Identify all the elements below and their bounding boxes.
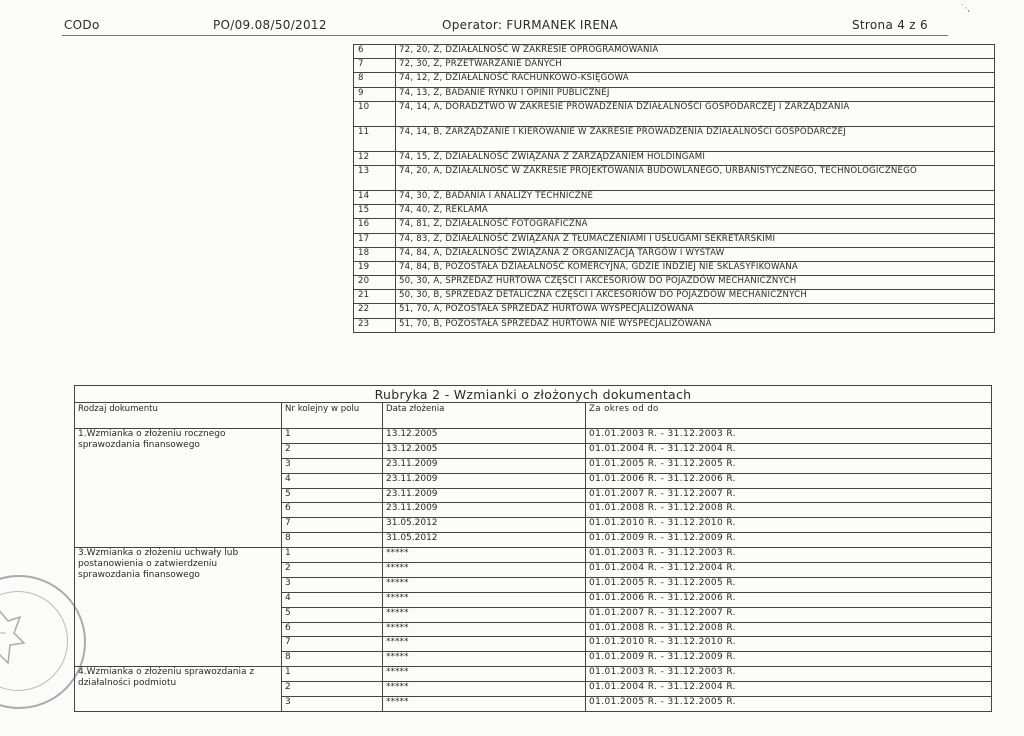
pkd-row-activity: 74, 30, Z, BADANIA I ANALIZY TECHNICZNE: [396, 190, 995, 204]
document-entry-number: 6: [282, 622, 383, 637]
column-header-date: Data złożenia: [383, 403, 586, 429]
reporting-period: 01.01.2004 R. - 31.12.2004 R.: [586, 443, 992, 458]
pkd-row-activity: 50, 30, A, SPRZEDAŻ HURTOWA CZĘŚCI I AKCESORIÓW DO POJAZDÓW MECHANICZNYCH: [396, 276, 995, 290]
pkd-row-activity: 74, 84, A, DZIAŁALNOŚĆ ZWIĄZANA Z ORGANIZACJĄ TARGÓW I WYSTAW: [396, 247, 995, 261]
pkd-row-number: 6: [354, 45, 396, 59]
pkd-activity-table: [353, 44, 995, 333]
case-signature: PO/09.08/50/2012: [213, 18, 327, 32]
reporting-period: 01.01.2008 R. - 31.12.2008 R.: [586, 503, 992, 518]
pkd-row: [354, 247, 995, 261]
pkd-row-activity: 72, 20, Z, DZIAŁALNOŚĆ W ZAKRESIE OPROGRAMOWANIA: [396, 45, 995, 59]
column-header-period: Za okres od do: [586, 403, 992, 429]
pkd-row-activity: 74, 40, Z, REKLAMA: [396, 205, 995, 219]
document-entry-number: 8: [282, 533, 383, 548]
pkd-row-activity: 74, 83, Z, DZIAŁALNOŚĆ ZWIĄZANA Z TŁUMACZENIAMI I USŁUGAMI SEKRETARSKIMI: [396, 233, 995, 247]
filing-date: *****: [383, 682, 586, 697]
pkd-row-number: 15: [354, 205, 396, 219]
reporting-period: 01.01.2006 R. - 31.12.2006 R.: [586, 473, 992, 488]
reporting-period: 01.01.2003 R. - 31.12.2003 R.: [586, 548, 992, 563]
pkd-row: [354, 126, 995, 151]
document-entry-number: 2: [282, 563, 383, 578]
document-entry-number: 5: [282, 488, 383, 503]
document-entry-number: 1: [282, 429, 383, 444]
document-kind: 4.Wzmianka o złożeniu sprawozdania z działalności podmiotu: [75, 667, 282, 712]
pkd-row-number: 22: [354, 304, 396, 318]
reporting-period: 01.01.2007 R. - 31.12.2007 R.: [586, 488, 992, 503]
filing-date: *****: [383, 637, 586, 652]
document-entry-number: 8: [282, 652, 383, 667]
filing-date: 31.05.2012: [383, 518, 586, 533]
filing-date: *****: [383, 592, 586, 607]
document-kind: 3.Wzmianka o złożeniu uchwały lub postanowienia o zatwierdzeniu sprawozdania finansowego: [75, 548, 282, 667]
filing-date: 23.11.2009: [383, 458, 586, 473]
document-entry-number: 4: [282, 592, 383, 607]
pkd-row: [354, 318, 995, 332]
document-entry-number: 3: [282, 577, 383, 592]
column-header-nr: Nr kolejny w polu: [282, 403, 383, 429]
pkd-row: [354, 219, 995, 233]
scan-mark: ˙·,: [960, 4, 971, 14]
reporting-period: 01.01.2006 R. - 31.12.2006 R.: [586, 592, 992, 607]
pkd-row-number: 18: [354, 247, 396, 261]
document-entry-number: 2: [282, 682, 383, 697]
pkd-row: [354, 165, 995, 190]
document-entry-number: 1: [282, 667, 383, 682]
pkd-row: [354, 205, 995, 219]
document-row: [75, 548, 992, 563]
document-entry-number: 6: [282, 503, 383, 518]
reporting-period: 01.01.2007 R. - 31.12.2007 R.: [586, 607, 992, 622]
pkd-row-activity: 72, 30, Z, PRZETWARZANIE DANYCH: [396, 59, 995, 73]
pkd-row-activity: 74, 20, A, DZIAŁALNOŚĆ W ZAKRESIE PROJEKTOWANIA BUDOWLANEGO, URBANISTYCZNEGO, TECHNOLOGICZNEGO: [396, 165, 995, 190]
pkd-row: [354, 304, 995, 318]
filing-date: 13.12.2005: [383, 429, 586, 444]
pkd-row: [354, 151, 995, 165]
operator-name: Operator: FURMANEK IRENA: [442, 18, 619, 32]
pkd-row: [354, 190, 995, 204]
document-row: [75, 667, 992, 682]
pkd-row: [354, 233, 995, 247]
pkd-row-number: 16: [354, 219, 396, 233]
reporting-period: 01.01.2003 R. - 31.12.2003 R.: [586, 429, 992, 444]
section-title: Rubryka 2 - Wzmianki o złożonych dokumentach: [75, 386, 992, 403]
filed-documents-table: [74, 385, 992, 712]
filing-date: *****: [383, 577, 586, 592]
pkd-row: [354, 261, 995, 275]
filing-date: *****: [383, 548, 586, 563]
pkd-row: [354, 290, 995, 304]
pkd-row: [354, 87, 995, 101]
header-divider: [62, 35, 948, 36]
filing-date: 23.11.2009: [383, 503, 586, 518]
pkd-row-number: 23: [354, 318, 396, 332]
reporting-period: 01.01.2005 R. - 31.12.2005 R.: [586, 697, 992, 712]
pkd-row-activity: 74, 14, B, ZARZĄDZANIE I KIEROWANIE W ZAKRESIE PROWADZENIA DZIAŁALNOŚCI GOSPODARCZEJ: [396, 126, 995, 151]
filing-date: *****: [383, 563, 586, 578]
reporting-period: 01.01.2005 R. - 31.12.2005 R.: [586, 458, 992, 473]
reporting-period: 01.01.2004 R. - 31.12.2004 R.: [586, 682, 992, 697]
pkd-row-activity: 50, 30, B, SPRZEDAŻ DETALICZNA CZĘŚCI I AKCESORIÓW DO POJAZDÓW MECHANICZNYCH: [396, 290, 995, 304]
reporting-period: 01.01.2008 R. - 31.12.2008 R.: [586, 622, 992, 637]
document-entry-number: 4: [282, 473, 383, 488]
document-entry-number: 5: [282, 607, 383, 622]
pkd-row-number: 11: [354, 126, 396, 151]
pkd-row-activity: 74, 14, A, DORADZTWO W ZAKRESIE PROWADZENIA DZIAŁALNOŚCI GOSPODARCZEJ I ZARZĄDZANIA: [396, 101, 995, 126]
pkd-row-number: 13: [354, 165, 396, 190]
pkd-row-number: 10: [354, 101, 396, 126]
filing-date: *****: [383, 652, 586, 667]
filing-date: 23.11.2009: [383, 473, 586, 488]
eagle-emblem-icon: [0, 599, 28, 679]
pkd-row-number: 21: [354, 290, 396, 304]
pkd-row-number: 8: [354, 73, 396, 87]
filing-date: *****: [383, 607, 586, 622]
reporting-period: 01.01.2009 R. - 31.12.2009 R.: [586, 533, 992, 548]
document-entry-number: 3: [282, 458, 383, 473]
pkd-row-number: 19: [354, 261, 396, 275]
document-row: [75, 429, 992, 444]
filing-date: 13.12.2005: [383, 443, 586, 458]
pkd-row-activity: 74, 15, Z, DZIAŁALNOŚĆ ZWIĄZANA Z ZARZĄDZANIEM HOLDINGAMI: [396, 151, 995, 165]
filing-date: *****: [383, 622, 586, 637]
reporting-period: 01.01.2005 R. - 31.12.2005 R.: [586, 577, 992, 592]
column-header-kind: Rodzaj dokumentu: [75, 403, 282, 429]
reporting-period: 01.01.2010 R. - 31.12.2010 R.: [586, 518, 992, 533]
document-entry-number: 1: [282, 548, 383, 563]
reporting-period: 01.01.2004 R. - 31.12.2004 R.: [586, 563, 992, 578]
document-entry-number: 7: [282, 518, 383, 533]
pkd-row-activity: 51, 70, B, POZOSTAŁA SPRZEDAŻ HURTOWA NIE WYSPECJALIZOWANA: [396, 318, 995, 332]
pkd-row-number: 7: [354, 59, 396, 73]
reporting-period: 01.01.2009 R. - 31.12.2009 R.: [586, 652, 992, 667]
document-kind: 1.Wzmianka o złożeniu rocznego sprawozdania finansowego: [75, 429, 282, 548]
pkd-row-number: 9: [354, 87, 396, 101]
pkd-row: [354, 45, 995, 59]
document-entry-number: 3: [282, 697, 383, 712]
document-code: CODo: [64, 18, 100, 32]
filing-date: *****: [383, 697, 586, 712]
filing-date: *****: [383, 667, 586, 682]
pkd-row-number: 20: [354, 276, 396, 290]
document-entry-number: 7: [282, 637, 383, 652]
page-number: Strona 4 z 6: [852, 18, 928, 32]
pkd-row-number: 14: [354, 190, 396, 204]
pkd-row-activity: 74, 13, Z, BADANIE RYNKU I OPINII PUBLICZNEJ: [396, 87, 995, 101]
pkd-row: [354, 101, 995, 126]
pkd-row: [354, 73, 995, 87]
pkd-row-activity: 74, 81, Z, DZIAŁALNOŚĆ FOTOGRAFICZNA: [396, 219, 995, 233]
filing-date: 23.11.2009: [383, 488, 586, 503]
pkd-row-number: 12: [354, 151, 396, 165]
reporting-period: 01.01.2010 R. - 31.12.2010 R.: [586, 637, 992, 652]
pkd-row: [354, 59, 995, 73]
pkd-row: [354, 276, 995, 290]
pkd-row-activity: 51, 70, A, POZOSTAŁA SPRZEDAŻ HURTOWA WYSPECJALIZOWANA: [396, 304, 995, 318]
reporting-period: 01.01.2003 R. - 31.12.2003 R.: [586, 667, 992, 682]
pkd-row-number: 17: [354, 233, 396, 247]
filing-date: 31.05.2012: [383, 533, 586, 548]
pkd-row-activity: 74, 84, B, POZOSTAŁA DZIAŁALNOŚĆ KOMERCYJNA, GDZIE INDZIEJ NIE SKLASYFIKOWANA: [396, 261, 995, 275]
pkd-row-activity: 74, 12, Z, DZIAŁALNOŚĆ RACHUNKOWO-KSIĘGOWA: [396, 73, 995, 87]
document-entry-number: 2: [282, 443, 383, 458]
